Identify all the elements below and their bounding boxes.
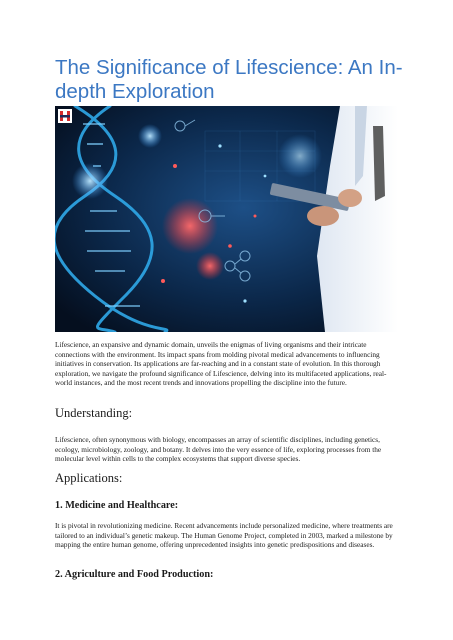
understanding-paragraph: Lifescience, often synonymous with biology, encompasses an array of scientific disciplines, including genetics, ecology, microbiology, zoology, and botany. It delves into the very essence of life, exploring processes from the molecular level within cells to the complex ecosystems that support diverse species. bbox=[55, 435, 382, 464]
medicine-heading: 1. Medicine and Healthcare: bbox=[55, 500, 179, 511]
hero-image bbox=[55, 106, 398, 332]
dna-lab-image bbox=[55, 106, 398, 332]
applications-heading: Applications: bbox=[55, 471, 123, 485]
page-title: The Significance of Lifescience: An In-depth Exploration bbox=[55, 56, 403, 103]
agriculture-heading: 2. Agriculture and Food Production: bbox=[55, 569, 214, 580]
medicine-paragraph: It is pivotal in revolutionizing medicine. Recent advancements include personalized medicine, where treatments are tailored to an individual’s genetic makeup. The Human Genome Project, completed in 2003, marked a milestone by mapping the entire human genome, offering unprecedented insights into genetic predispositions and diseases. bbox=[55, 521, 393, 550]
h-logo-icon bbox=[58, 109, 72, 123]
understanding-heading: Understanding: bbox=[55, 406, 133, 420]
intro-paragraph: Lifescience, an expansive and dynamic domain, unveils the enigmas of living organisms and their intricate connections with the environment. Its impact spans from molding pivotal medical advancements to influencing initiatives in conservation. Its applications are far-reaching and in a constant state of evolution. In this thorough exploration, we navigate the profound significance of Lifescience, delving into its multifaceted applications, real-world instances, and the most recent trends and innovations propelling the discipline into the future. bbox=[55, 340, 387, 388]
